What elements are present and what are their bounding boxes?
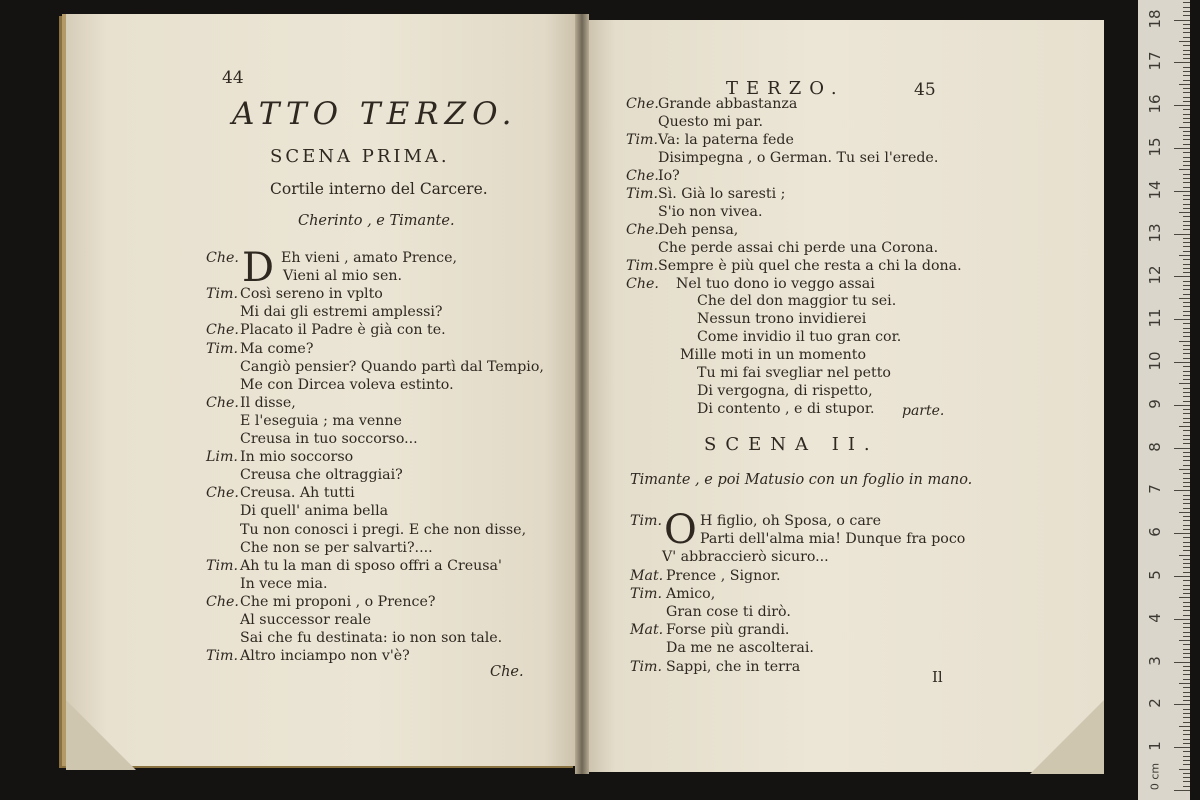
ruler-tick <box>1179 41 1190 42</box>
ruler-tick <box>1183 430 1190 431</box>
speaker-label: Lim. <box>206 449 238 466</box>
ruler-tick <box>1183 692 1190 693</box>
ruler-tick <box>1183 392 1190 393</box>
ruler-tick <box>1183 24 1190 25</box>
speaker-label: Che. <box>206 485 239 502</box>
ruler-label: 13 <box>1146 223 1164 243</box>
ruler-tick <box>1183 238 1190 239</box>
ruler-tick <box>1183 615 1190 616</box>
ruler-tick <box>1183 264 1190 265</box>
ruler-label: 16 <box>1146 94 1164 114</box>
ruler-tick <box>1183 195 1190 196</box>
ruler-tick <box>1183 135 1190 136</box>
ruler-tick <box>1183 353 1190 354</box>
ruler-tick <box>1174 790 1190 791</box>
verse-line: Mi dai gli estremi amplessi? <box>240 304 443 321</box>
ruler-tick <box>1183 58 1190 59</box>
speaker-label: Che. <box>626 167 659 184</box>
ruler-tick <box>1183 114 1190 115</box>
ruler-tick <box>1183 602 1190 603</box>
ruler-tick <box>1174 148 1190 149</box>
ruler-tick <box>1174 747 1190 748</box>
verse-line: In vece mia. <box>240 575 328 592</box>
verse-line: Tu non conosci i pregi. E che non disse, <box>240 521 527 538</box>
ruler-tick <box>1183 636 1190 637</box>
ruler-tick <box>1183 311 1190 312</box>
verse-line: Sì. Già lo saresti ; <box>658 185 786 202</box>
ruler-tick <box>1183 268 1190 269</box>
stage-direction: parte. <box>902 403 945 419</box>
ruler-tick <box>1183 221 1190 222</box>
ruler-tick <box>1183 28 1190 29</box>
ruler-label: 8 <box>1146 441 1164 452</box>
ruler-tick <box>1183 722 1190 723</box>
ruler-tick <box>1174 490 1190 491</box>
ruler-tick <box>1183 649 1190 650</box>
ruler-tick <box>1183 572 1190 573</box>
ruler-label: 0 cm <box>1148 762 1162 791</box>
ruler-tick <box>1183 101 1190 102</box>
speaker-label: Che. <box>206 322 239 339</box>
verse-line: Nel tuo dono io veggo assai <box>676 275 875 292</box>
ruler-tick <box>1183 773 1190 774</box>
ruler-tick <box>1183 713 1190 714</box>
ruler-tick <box>1183 366 1190 367</box>
verse-line: Nessun trono invidierei <box>697 311 867 328</box>
scene-characters-right: Timante , e poi Matusio con un foglio in mano. <box>630 472 973 488</box>
speaker-label: Tim. <box>626 257 658 274</box>
verse-line: H figlio, oh Sposa, o care <box>700 513 881 529</box>
ruler-tick <box>1183 242 1190 243</box>
speaker-label: Mat. <box>630 567 664 584</box>
ruler-tick <box>1183 216 1190 217</box>
ruler-label: 18 <box>1146 9 1164 29</box>
ruler-tick <box>1183 550 1190 551</box>
verse-line: Di quell' anima bella <box>240 503 389 520</box>
ruler-tick <box>1183 37 1190 38</box>
ruler-tick <box>1179 383 1190 384</box>
verse-line: Creusa. Ah tutti <box>240 485 355 502</box>
verse-line: Vieni al mio sen. <box>283 268 402 285</box>
ruler-tick <box>1183 777 1190 778</box>
ruler-tick <box>1183 157 1190 158</box>
ruler-tick <box>1183 174 1190 175</box>
speaker-label: Tim. <box>626 131 658 148</box>
ruler-tick <box>1183 418 1190 419</box>
catchword-left: Che. <box>490 664 524 680</box>
ruler-tick <box>1183 182 1190 183</box>
ruler-tick <box>1174 704 1190 705</box>
verse-line: Disimpegna , o German. Tu sei l'erede. <box>658 149 939 166</box>
ruler-tick <box>1183 349 1190 350</box>
scene-setting: Cortile interno del Carcere. <box>270 180 488 198</box>
ruler-tick <box>1183 537 1190 538</box>
speaker-label: Che. <box>206 394 239 411</box>
ruler-label: 15 <box>1146 137 1164 157</box>
ruler-tick <box>1183 542 1190 543</box>
ruler-tick <box>1183 375 1190 376</box>
ruler-tick <box>1174 619 1190 620</box>
ruler-tick <box>1183 460 1190 461</box>
ruler-tick <box>1179 127 1190 128</box>
ruler-tick <box>1183 118 1190 119</box>
drop-cap-left: D <box>242 245 275 291</box>
ruler-tick <box>1183 109 1190 110</box>
ruler-tick <box>1174 319 1190 320</box>
speaker-label: Tim. <box>206 286 238 303</box>
ruler-tick <box>1183 563 1190 564</box>
verse-line: Prence , Signor. <box>666 567 781 584</box>
ruler-tick <box>1183 161 1190 162</box>
ruler-tick <box>1183 623 1190 624</box>
ruler-tick <box>1183 122 1190 123</box>
ruler-tick <box>1183 610 1190 611</box>
ruler-tick <box>1179 555 1190 556</box>
ruler-tick <box>1183 251 1190 252</box>
ruler-tick <box>1183 315 1190 316</box>
ruler-tick <box>1183 80 1190 81</box>
verse-line: Placato il Padre è già con te. <box>240 322 446 339</box>
ruler-tick <box>1183 272 1190 273</box>
ruler-tick <box>1183 323 1190 324</box>
ruler-tick <box>1183 413 1190 414</box>
ruler-tick <box>1183 75 1190 76</box>
ruler-tick <box>1174 276 1190 277</box>
verse-line: Di contento , e di stupor. <box>697 401 875 418</box>
page-number-left: 44 <box>222 68 244 88</box>
ruler-tick <box>1183 700 1190 701</box>
ruler-tick <box>1183 739 1190 740</box>
ruler-tick <box>1183 743 1190 744</box>
ruler-tick <box>1183 751 1190 752</box>
ruler-label: 3 <box>1146 655 1164 666</box>
ruler-tick <box>1174 662 1190 663</box>
folded-corner-left <box>66 700 136 770</box>
ruler-tick <box>1183 503 1190 504</box>
ruler-tick <box>1183 486 1190 487</box>
ruler-tick <box>1183 229 1190 230</box>
verse-line: V' abbraccierò sicuro... <box>662 549 829 566</box>
ruler-tick <box>1174 362 1190 363</box>
drop-cap-right: O <box>664 507 697 553</box>
verse-line: Cangiò pensier? Quando partì dal Tempio, <box>240 358 544 375</box>
ruler-label: 10 <box>1146 351 1164 371</box>
ruler-tick <box>1183 546 1190 547</box>
verse-line: Che mi proponi , o Prence? <box>240 593 436 610</box>
ruler-tick <box>1183 734 1190 735</box>
ruler-tick <box>1183 306 1190 307</box>
ruler-tick <box>1183 482 1190 483</box>
verse-line: Come invidio il tuo gran cor. <box>697 329 902 346</box>
ruler-tick <box>1183 443 1190 444</box>
verse-line: Va: la paterna fede <box>658 131 794 148</box>
ruler-tick <box>1183 567 1190 568</box>
ruler-tick <box>1183 696 1190 697</box>
scene-heading-left: SCENA PRIMA. <box>270 146 450 167</box>
ruler-tick <box>1183 508 1190 509</box>
ruler-tick <box>1183 717 1190 718</box>
speaker-label: Tim. <box>206 557 238 574</box>
verse-line: Sappi, che in terra <box>666 658 801 675</box>
ruler-tick <box>1179 640 1190 641</box>
verse-line: Che del don maggior tu sei. <box>697 293 897 310</box>
ruler-tick <box>1183 50 1190 51</box>
ruler-tick <box>1183 92 1190 93</box>
ruler-tick <box>1183 529 1190 530</box>
ruler-tick <box>1183 786 1190 787</box>
ruler-tick <box>1183 679 1190 680</box>
ruler-tick <box>1183 345 1190 346</box>
verse-line: Di vergogna, di rispetto, <box>697 383 873 400</box>
verse-line: Deh pensa, <box>658 221 739 238</box>
ruler-tick <box>1183 439 1190 440</box>
ruler-tick <box>1183 358 1190 359</box>
ruler-tick <box>1183 452 1190 453</box>
ruler-tick <box>1183 336 1190 337</box>
ruler-tick <box>1183 67 1190 68</box>
ruler-tick <box>1179 255 1190 256</box>
verse-line: Sempre è più quel che resta a chi la dona. <box>658 257 962 274</box>
ruler-tick <box>1183 781 1190 782</box>
speaker-label: Tim. <box>630 585 662 602</box>
ruler-tick <box>1174 62 1190 63</box>
ruler-label: 1 <box>1146 741 1164 751</box>
ruler-label: 7 <box>1146 484 1164 495</box>
ruler-tick <box>1174 576 1190 577</box>
ruler-tick <box>1174 191 1190 192</box>
ruler-tick <box>1183 144 1190 145</box>
act-title: ATTO TERZO. <box>232 96 518 132</box>
ruler-tick <box>1183 730 1190 731</box>
verse-line: Sai che fu destinata: io non son tale. <box>240 630 503 647</box>
ruler-tick <box>1179 169 1190 170</box>
ruler-tick <box>1179 683 1190 684</box>
ruler-tick <box>1183 589 1190 590</box>
ruler-tick <box>1183 670 1190 671</box>
ruler-tick <box>1183 246 1190 247</box>
book-gutter <box>575 14 589 774</box>
ruler-tick <box>1183 516 1190 517</box>
folded-corner-right <box>1030 700 1104 774</box>
ruler-tick <box>1183 2 1190 3</box>
running-head: TERZO. <box>726 78 845 99</box>
speaker-label: Tim. <box>206 648 238 665</box>
verse-line: Ah tu la man di sposo offri a Creusa' <box>240 557 502 574</box>
ruler-tick <box>1183 666 1190 667</box>
ruler-tick <box>1183 225 1190 226</box>
ruler-tick <box>1183 71 1190 72</box>
ruler-tick <box>1179 298 1190 299</box>
ruler-tick <box>1183 499 1190 500</box>
ruler-tick <box>1183 520 1190 521</box>
ruler-label: 14 <box>1146 180 1164 200</box>
ruler-tick <box>1183 11 1190 12</box>
ruler-label: 11 <box>1146 308 1164 328</box>
ruler-tick <box>1183 473 1190 474</box>
verse-line: Amico, <box>666 585 716 602</box>
ruler-tick <box>1183 302 1190 303</box>
ruler-label: 6 <box>1146 527 1164 537</box>
speaker-label: Che. <box>626 221 659 238</box>
ruler-tick <box>1183 525 1190 526</box>
ruler-tick <box>1179 597 1190 598</box>
speaker-label: Che. <box>626 275 659 292</box>
catchword-right: Il <box>932 668 943 686</box>
verse-line: Io? <box>658 167 680 184</box>
ruler-tick <box>1183 289 1190 290</box>
verse-line: Ma come? <box>240 340 314 357</box>
ruler-tick <box>1183 199 1190 200</box>
verse-line: Tu mi fai svegliar nel petto <box>697 365 891 382</box>
ruler-tick <box>1183 396 1190 397</box>
verse-line: Mille moti in un momento <box>680 347 866 364</box>
ruler-tick <box>1183 139 1190 140</box>
speaker-label: Mat. <box>630 622 664 639</box>
ruler-tick <box>1174 448 1190 449</box>
ruler-tick <box>1183 294 1190 295</box>
ruler-label: 17 <box>1146 51 1164 71</box>
verse-line: Che non se per salvarti?.... <box>240 539 433 556</box>
ruler-tick <box>1179 212 1190 213</box>
ruler-tick <box>1183 435 1190 436</box>
ruler-tick <box>1183 409 1190 410</box>
ruler-tick <box>1183 756 1190 757</box>
speaker-label: Che. <box>206 593 239 610</box>
ruler-tick <box>1183 152 1190 153</box>
ruler-tick <box>1183 45 1190 46</box>
ruler-tick <box>1183 632 1190 633</box>
ruler-tick <box>1183 709 1190 710</box>
ruler-tick <box>1179 426 1190 427</box>
ruler-tick <box>1174 405 1190 406</box>
ruler-tick <box>1183 208 1190 209</box>
ruler-tick <box>1183 401 1190 402</box>
ruler-tick <box>1183 687 1190 688</box>
ruler-tick <box>1183 187 1190 188</box>
ruler-tick <box>1183 371 1190 372</box>
verse-line: Me con Dircea voleva estinto. <box>240 376 454 393</box>
ruler-tick <box>1183 764 1190 765</box>
ruler-label: 5 <box>1146 570 1164 580</box>
verse-line: Creusa che oltraggiai? <box>240 467 403 484</box>
ruler-tick <box>1183 97 1190 98</box>
ruler-tick <box>1183 388 1190 389</box>
ruler-tick <box>1183 760 1190 761</box>
ruler-tick <box>1183 657 1190 658</box>
ruler-tick <box>1183 465 1190 466</box>
ruler-tick <box>1183 131 1190 132</box>
speaker-label: Tim. <box>626 185 658 202</box>
ruler-tick <box>1183 178 1190 179</box>
verse-line: Creusa in tuo soccorso... <box>240 431 418 447</box>
ruler-tick <box>1183 204 1190 205</box>
ruler-tick <box>1174 105 1190 106</box>
ruler-tick <box>1183 653 1190 654</box>
ruler-tick <box>1179 512 1190 513</box>
ruler-label: 9 <box>1146 399 1164 409</box>
ruler-tick <box>1179 341 1190 342</box>
verse-line: Altro inciampo non v'è? <box>240 648 410 665</box>
ruler-label: 2 <box>1146 698 1164 709</box>
ruler-tick <box>1183 478 1190 479</box>
ruler-tick <box>1183 328 1190 329</box>
verse-line: S'io non vivea. <box>658 203 763 220</box>
ruler-tick <box>1183 281 1190 282</box>
verse-line: Grande abbastanza <box>658 96 798 112</box>
ruler-tick <box>1183 644 1190 645</box>
speaker-label: Che. <box>206 250 239 266</box>
ruler-tick <box>1183 32 1190 33</box>
verse-line: Così sereno in vplto <box>240 286 383 303</box>
ruler-tick <box>1183 15 1190 16</box>
ruler-tick <box>1183 606 1190 607</box>
ruler-tick <box>1183 7 1190 8</box>
ruler-tick <box>1183 585 1190 586</box>
ruler-tick <box>1183 285 1190 286</box>
ruler-label: 12 <box>1146 265 1164 285</box>
speaker-label: Tim. <box>630 658 662 675</box>
speaker-label: Tim. <box>206 340 238 357</box>
ruler-tick <box>1183 332 1190 333</box>
ruler-tick <box>1179 769 1190 770</box>
verse-line: In mio soccorso <box>240 449 354 466</box>
ruler-tick <box>1183 593 1190 594</box>
ruler-tick <box>1183 422 1190 423</box>
ruler-tick <box>1183 259 1190 260</box>
ruler-tick <box>1179 726 1190 727</box>
ruler-tick <box>1183 674 1190 675</box>
verse-line: Che perde assai chi perde una Corona. <box>658 239 939 256</box>
verse-line: E l'eseguia ; ma venne <box>240 412 402 429</box>
scene-characters-left: Cherinto , e Timante. <box>298 213 455 229</box>
ruler-tick <box>1183 559 1190 560</box>
verse-line: Gran cose ti dirò. <box>666 604 791 620</box>
ruler-tick <box>1183 165 1190 166</box>
ruler-tick <box>1183 54 1190 55</box>
ruler-tick <box>1179 469 1190 470</box>
verse-line: Parti dell'alma mia! Dunque fra poco <box>700 531 966 548</box>
ruler-label: 4 <box>1146 613 1164 623</box>
verse-line: Questo mi par. <box>658 113 763 130</box>
verse-line: Forse più grandi. <box>666 622 790 639</box>
scene-heading-right: SCENA II. <box>704 434 879 455</box>
speaker-label: Che. <box>626 96 659 112</box>
ruler-tick <box>1179 84 1190 85</box>
ruler-tick <box>1183 627 1190 628</box>
ruler-tick <box>1183 379 1190 380</box>
ruler-tick <box>1174 234 1190 235</box>
ruler-tick <box>1183 495 1190 496</box>
ruler-tick <box>1183 88 1190 89</box>
verse-line: Al successor reale <box>240 612 371 628</box>
verse-line: Eh vieni , amato Prence, <box>281 250 457 266</box>
ruler-tick <box>1174 533 1190 534</box>
verse-line: Da me ne ascolterai. <box>666 640 814 657</box>
ruler-tick <box>1183 456 1190 457</box>
ruler-tick <box>1174 20 1190 21</box>
measurement-ruler <box>1138 0 1190 800</box>
ruler-tick <box>1183 580 1190 581</box>
verse-line: Il disse, <box>240 394 296 411</box>
speaker-label: Tim. <box>630 513 662 529</box>
page-number-right: 45 <box>914 80 936 100</box>
